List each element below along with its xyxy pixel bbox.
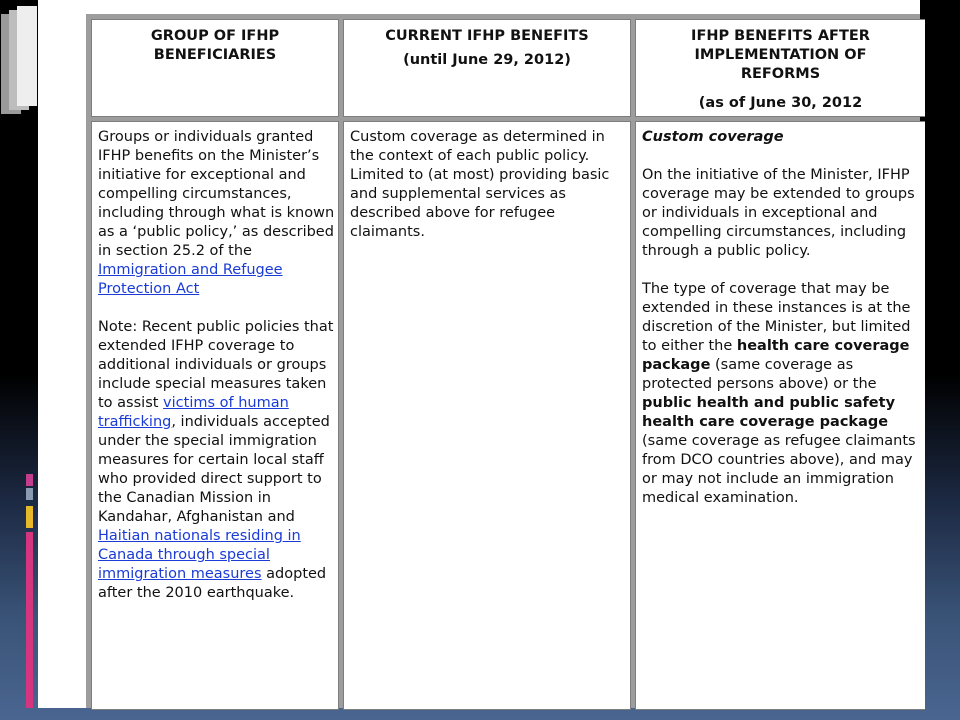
human-trafficking-link[interactable]: victims of human trafficking — [98, 395, 289, 430]
document-sheet-front — [17, 6, 37, 106]
header-current-benefits: CURRENT IFHP BENEFITS — [385, 28, 589, 44]
coverage-type-text-middle: (same coverage as protected persons above) or the — [642, 357, 877, 392]
note-text-start: Note: Recent public policies that extended IFHP coverage to additional individuals or groups include special measures taken to assist — [98, 319, 334, 411]
header-cell-benefits-after-reforms — [635, 19, 925, 117]
health-care-package-term: health care coverage package — [642, 338, 910, 373]
current-benefits-text: Custom coverage as determined in the context of each public policy. Limited to (at most) providing basic and supplemental services as described above for refugee claimants. — [350, 129, 610, 240]
header-current-benefits-date: (until June 29, 2012) — [403, 52, 571, 68]
irpa-link[interactable]: Immigration and Refugee Protection Act — [98, 262, 283, 297]
header-cell-current-benefits — [343, 19, 631, 117]
body-cell-beneficiaries — [91, 121, 339, 710]
beneficiaries-note — [98, 318, 338, 603]
haitian-nationals-link[interactable]: Haitian nationals residing in Canada through special immigration measures — [98, 528, 301, 582]
body-cell-benefits-after-reforms — [635, 121, 925, 710]
coverage-type-text-start: The type of coverage that may be extended in these instances is at the discretion of the Minister, but limited to either the — [642, 281, 911, 354]
note-text-middle: , individuals accepted under the special immigration measures for certain local staff who provided direct support to the Canadian Mission in Kandahar, Afghanistan and — [98, 414, 330, 525]
header-beneficiaries: GROUP OF IFHP BENEFICIARIES — [150, 28, 280, 63]
header-benefits-after-reforms-date: (as of June 30, 2012 — [698, 95, 863, 111]
ifhp-benefits-table — [86, 14, 920, 708]
beneficiaries-text: Groups or individuals granted IFHP benefits on the Minister’s initiative for exceptional and compelling circumstances, including through what is known as a ‘public policy,’ as described in section 25.2 of the — [98, 129, 335, 259]
coverage-type-text-end: (same coverage as refugee claimants from DCO countries above), and may or may not include an immigration medical examination. — [642, 433, 916, 506]
slide-content — [38, 0, 920, 708]
accent-bar-gray — [26, 488, 33, 500]
body-cell-current-benefits — [343, 121, 631, 710]
coverage-type-paragraph — [642, 280, 925, 508]
header-cell-beneficiaries — [91, 19, 339, 117]
accent-bar-pink — [26, 532, 33, 708]
public-health-package-term: public health and public safety health care coverage package — [642, 395, 896, 430]
accent-bar-magenta — [26, 474, 33, 486]
note-text-end: adopted after the 2010 earthquake. — [98, 566, 327, 601]
beneficiaries-paragraph — [98, 128, 338, 299]
custom-coverage-heading: Custom coverage — [642, 129, 784, 145]
stacked-documents-icon — [1, 6, 37, 114]
header-benefits-after-reforms: IFHP BENEFITS AFTER IMPLEMENTATION OF REFORMS — [691, 28, 870, 82]
accent-bar-yellow — [26, 506, 33, 528]
minister-initiative-text: On the initiative of the Minister, IFHP coverage may be extended to groups or individuals in exceptional and compelling circumstances, including through a public policy. — [642, 167, 915, 259]
